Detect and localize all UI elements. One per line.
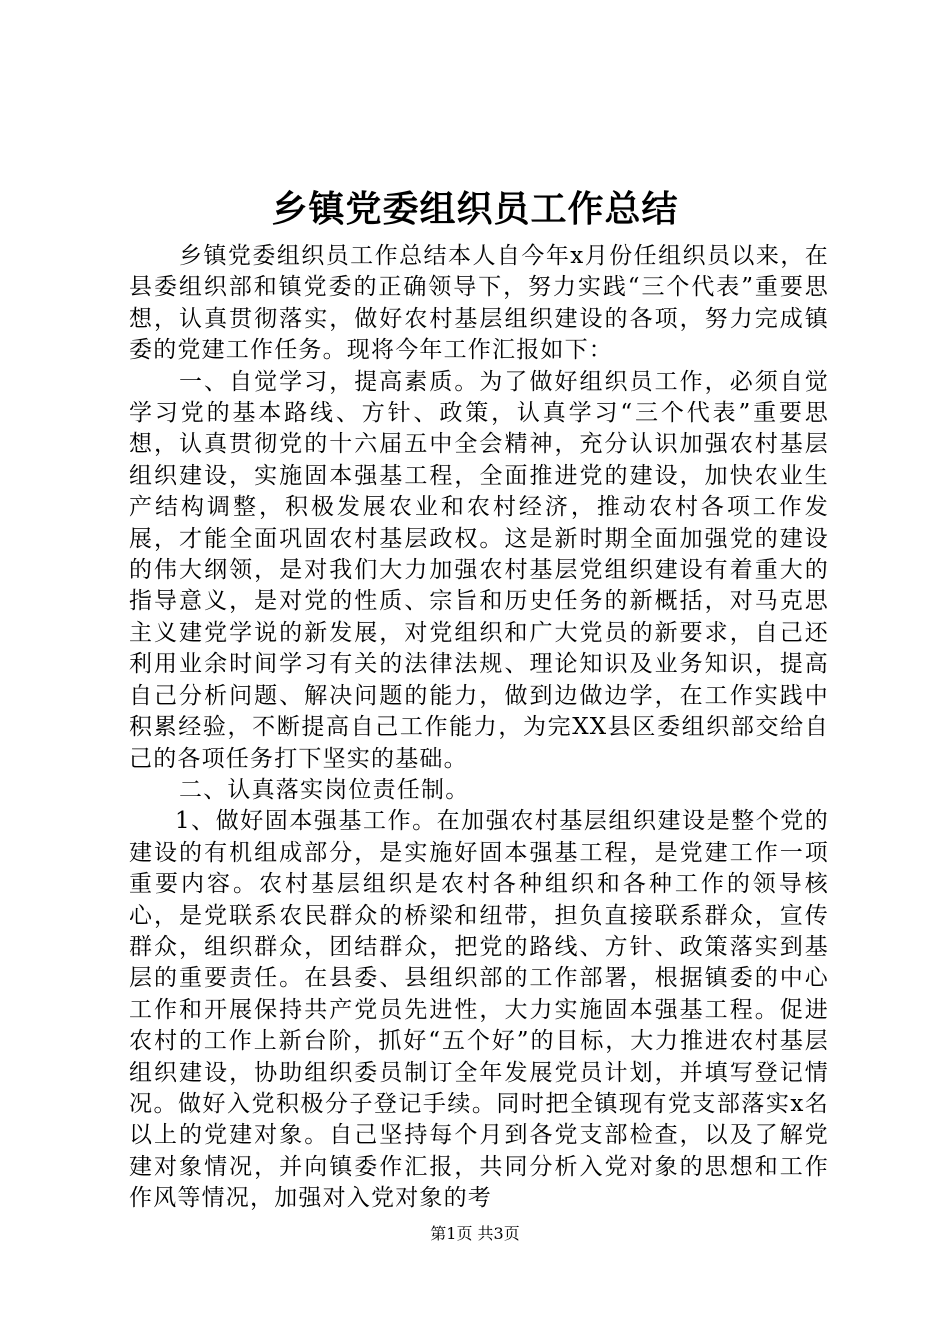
paragraph-section-2-heading: 二、认真落实岗位责任制。 [179,776,470,803]
paragraph-section-2-item-1: 1、做好固本强基工作。在加强农村基层组织建设是整个党的建设的有机组成部分，是实施好固本强基工程，是党建工作一项重要内容。农村基层组织是农村各种组织和各种工作的领导核心，是党联系农民群众的桥梁和纽带，担负直接联系群众，宣传群众，组织群众，团结群众，把党的路线、方针、政策落实到基层的重要责任。在县委、县组织部的工作部署，根据镇委的中心工作和开展保持共产党员先进性，大力实施固本强基工程。促进农村的工作上新台阶，抓好“五个好”的目标，大力推进农村基层组织建设，协助组织委员制订全年发展党员计划，并填写登记情况。做好入党积极分子登记手续。同时把全镇现有党支部落实x名以上的党建对象。自己坚持每个月到各党支部检查，以及了解党建对象情况，并向镇委作汇报，共同分析入党对象的思想和工作作风等情况，加强对入党对象的考 [129,808,829,1212]
paragraph-intro: 乡镇党委组织员工作总结本人自今年x月份任组织员以来，在县委组织部和镇党委的正确领导下，努力实践“三个代表”重要思想，认真贯彻落实，做好农村基层组织建设的各项，努力完成镇委的党建工作任务。现将今年工作汇报如下： [129,243,829,364]
document-body [129,241,829,1215]
paragraph-section-1: 一、自觉学习，提高素质。为了做好组织员工作，必须自觉学习党的基本路线、方针、政策，认真学习“三个代表”重要思想，认真贯彻党的十六届五中全会精神，充分认识加强农村基层组织建设，实施固本强基工程，全面推进党的建设，加快农业生产结构调整，积极发展农业和农村经济，推动农村各项工作发展，才能全面巩固农村基层政权。这是新时期全面加强党的建设的伟大纲领，是对我们大力加强农村基层党组织建设有着重大的指导意义，是对党的性质、宗旨和历史任务的新概括，对马克思主义建党学说的新发展，对党组织和广大党员的新要求，自己还利用业余时间学习有关的法律法规、理论知识及业务知识，提高自己分析问题、解决问题的能力，做到边做边学，在工作实践中积累经验，不断提高自己工作能力，为完XX县区委组织部交给自己的各项任务打下坚实的基础。 [129,368,829,772]
page-footer: 第1页 共3页 [430,1224,520,1243]
document-title: 乡镇党委组织员工作总结 [271,189,679,230]
